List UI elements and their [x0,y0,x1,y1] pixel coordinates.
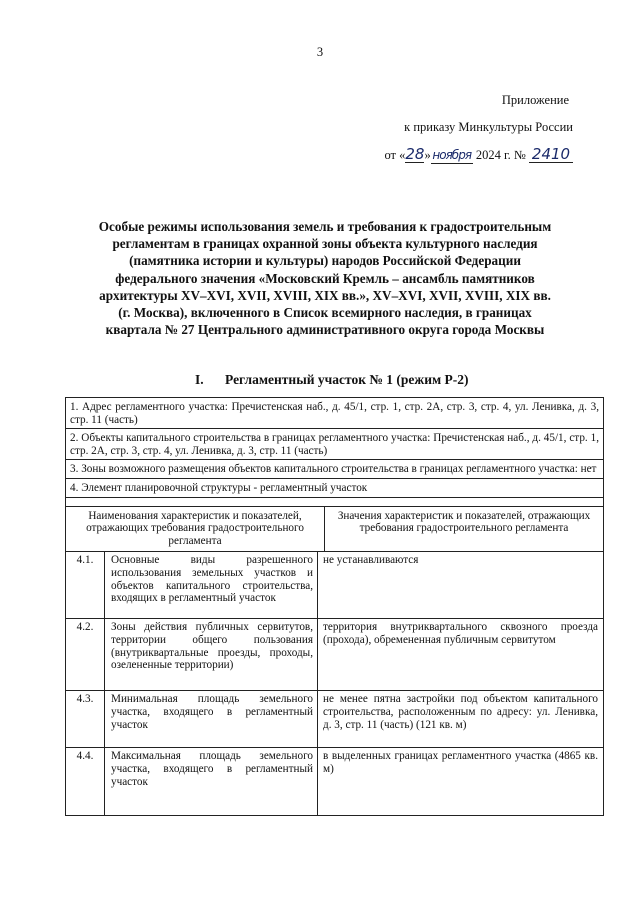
title-line: архитектуры XV–XVI, XVII, XVIII, XIX вв.», XV–XVI, XVII, XVIII, XIX вв. [99,287,551,303]
row-value: в выделенных границах регламентного участка (4865 кв. м) [323,750,598,775]
info-row-zones: 3. Зоны возможного размещения объектов капитального строительства в границах регламентного участка: нет [66,460,603,479]
row-number: 4.4. [66,748,105,815]
title-line: федерального значения «Московский Кремль – ансамбль памятников [115,270,535,286]
info-row-planning-element: 4. Элемент планировочной структуры - регламентный участок [66,479,603,498]
document-title [60,218,590,338]
date-mid: » [424,148,431,162]
appendix-block [384,92,573,175]
appendix-date-line [384,146,573,164]
row-characteristic: Минимальная площадь земельного участка, входящего в регламентный участок [105,691,318,747]
table-row [66,619,603,691]
row-value: не устанавливаются [323,554,419,567]
row-characteristic: Основные виды разрешенного использования земельных участков и объектов капитального строительства, входящих в регламентный участок [105,552,318,618]
table-header [66,506,603,553]
row-value: не менее пятна застройки под объектом капитального строительства, расположенным по адресу: ул. Ленивка, д. 3, стр. 11 (часть) (121 кв. м) [323,693,598,731]
title-line: (г. Москва), включенного в Список всемирного наследия, в границах [118,305,532,321]
row-number: 4.3. [66,691,105,747]
info-row-objects: 2. Объекты капитального строительства в границах регламентного участка: Пречистенская наб., д. 45/1, стр. 1, стр. 2А, стр. 3, стр. 4, ул. Ленивка, д. 3, стр. 11 (часть) [66,429,603,460]
section-title: Регламентный участок № 1 (режим Р-2) [225,372,469,387]
appendix-order-ref: к приказу Минкультуры России [404,120,573,134]
date-month-handwritten: ноября [432,148,472,162]
date-prefix: от « [384,148,406,162]
info-row-address: 1. Адрес регламентного участка: Пречистенская наб., д. 45/1, стр. 1, стр. 2А, стр. 3, стр. 4, ул. Ленивка, д. 3, стр. 11 (часть) [66,398,603,429]
title-line: (памятника истории и культуры) народов Российской Федерации [129,253,521,269]
order-number-handwritten: 2410 [529,146,573,163]
page-number: 3 [316,45,324,59]
row-number: 4.1. [66,552,105,618]
regulation-table [65,397,604,816]
section-heading [195,372,469,388]
row-value: территория внутриквартального сквозного проезда (прохода), обремененная публичным сервитутом [323,621,598,646]
title-line: квартала № 27 Центрального административного округа города Москвы [105,322,545,338]
date-day-handwritten: 28 [405,145,425,163]
header-values: Значения характеристик и показателей, отражающих требования градостроительного регламента [337,509,591,535]
title-line: Особые режимы использования земель и требования к градостроительным [98,219,552,234]
row-number: 4.2. [66,619,105,690]
table-row [66,691,603,748]
table-row [66,748,603,816]
row-characteristic: Максимальная площадь земельного участка, входящего в регламентный участок [105,748,318,815]
title-line: регламентам в границах охранной зоны объекта культурного наследия [112,236,538,252]
section-roman-numeral: I. [195,372,204,387]
table-row [66,552,603,619]
date-year: 2024 г. № [472,148,529,162]
appendix-label: Приложение [501,93,569,107]
row-characteristic: Зоны действия публичных сервитутов, территории общего пользования (внутриквартальные проезды, проходы, озелененные территории) [105,619,318,690]
header-characteristics: Наименования характеристик и показателей, отражающих требования градостроительного регламента [66,507,325,552]
